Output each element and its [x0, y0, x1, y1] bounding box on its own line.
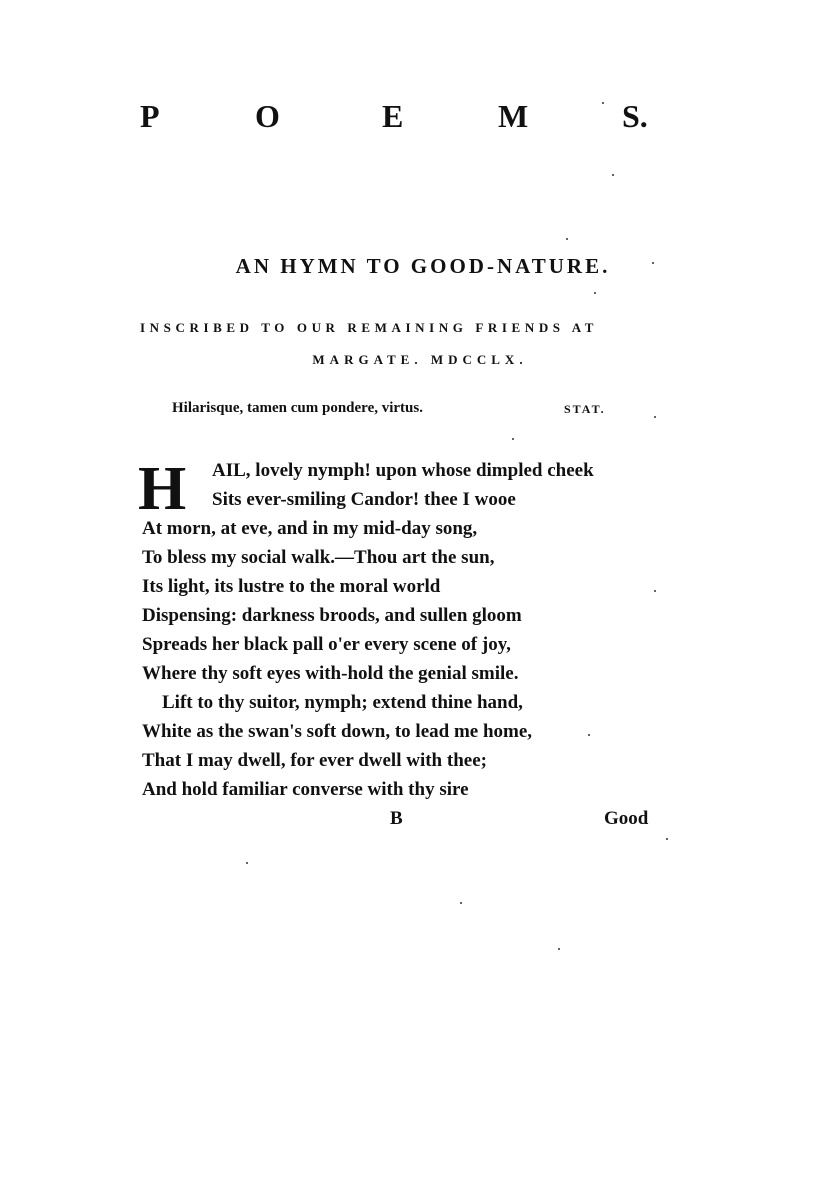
signature-mark: B — [390, 808, 403, 829]
scan-speck — [654, 590, 656, 592]
poem-title — [0, 254, 840, 279]
poem-line: Sits ever-smiling Candor! thee I wooe — [212, 489, 516, 510]
catchword: Good — [604, 808, 649, 829]
poem-line: AIL, lovely nymph! upon whose dimpled cheek — [212, 460, 594, 481]
scan-speck — [558, 948, 560, 950]
poem-body — [138, 455, 662, 804]
poem-line: At morn, at eve, and in my mid-day song, — [142, 518, 478, 539]
scan-speck — [666, 838, 668, 840]
scan-speck — [588, 734, 590, 736]
scan-speck — [460, 902, 462, 904]
drop-cap: H — [138, 455, 187, 523]
poem-line: That I may dwell, for ever dwell with thee; — [142, 750, 487, 771]
poem-line: Dispensing: darkness broods, and sullen gloom — [142, 605, 522, 626]
poem-title-text: AN HYMN TO GOOD-NATURE. — [235, 254, 611, 278]
scan-speck — [654, 416, 656, 418]
scan-speck — [612, 174, 614, 176]
poem-line: Where thy soft eyes with-hold the genial smile. — [142, 663, 519, 684]
scan-speck — [512, 438, 514, 440]
header-letter: O — [255, 98, 280, 134]
epigraph: Hilarisque, tamen cum pondere, virtus. — [172, 400, 423, 416]
running-header — [140, 98, 660, 148]
header-letter: M — [498, 98, 529, 134]
poem-line: And hold familiar converse with thy sire — [142, 779, 469, 800]
scan-speck — [602, 102, 604, 104]
poem-line: To bless my social walk.—Thou art the sun, — [142, 547, 495, 568]
dedication-line-1: INSCRIBED TO OUR REMAINING FRIENDS AT — [140, 320, 599, 335]
dedication-line-2: MARGATE. MDCCLX. — [312, 352, 528, 367]
header-letter: S. — [622, 98, 648, 134]
scan-speck — [566, 238, 568, 240]
header-letter: E — [382, 98, 404, 134]
epigraph-source: STAT. — [564, 402, 606, 416]
scan-speck — [652, 262, 654, 264]
header-letter: P — [140, 98, 160, 134]
poem-line: Lift to thy suitor, nymph; extend thine hand, — [162, 692, 523, 713]
scan-speck — [246, 862, 248, 864]
poem-line: White as the swan's soft down, to lead me home, — [142, 721, 533, 742]
poem-line: Spreads her black pall o'er every scene of joy, — [142, 634, 511, 655]
scan-speck — [594, 292, 596, 294]
poem-line: Its light, its lustre to the moral world — [142, 576, 441, 597]
